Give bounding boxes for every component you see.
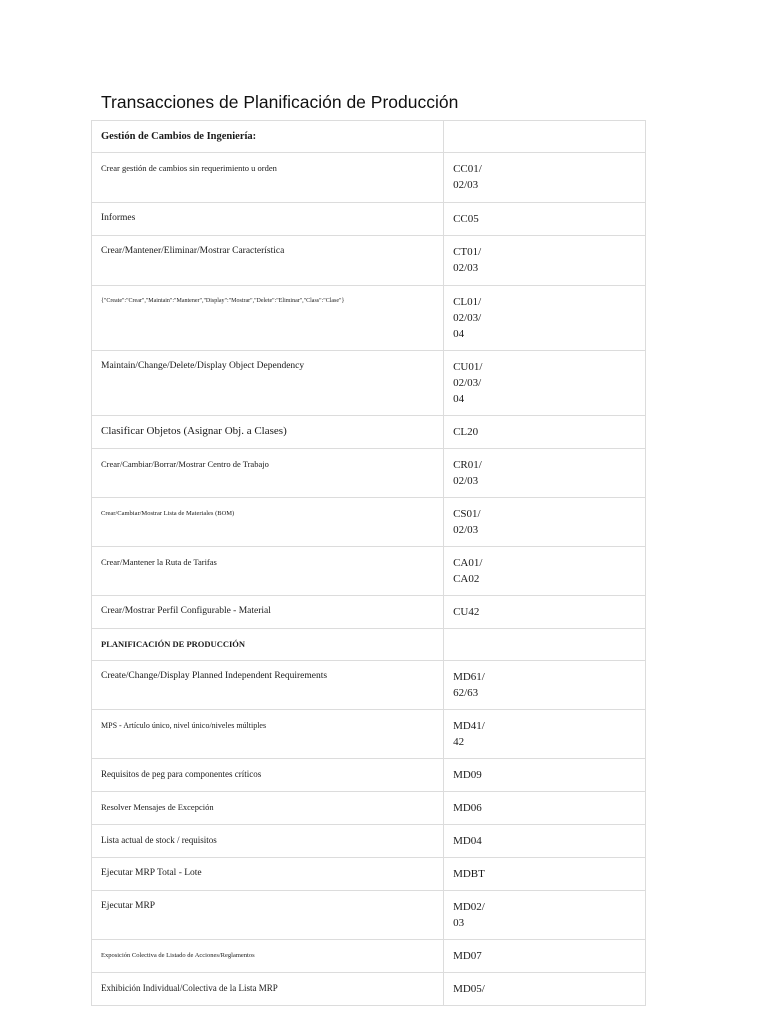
transaction-code: MD05/: [453, 983, 485, 995]
transaction-description: Crear/Mantener la Ruta de Tarifas: [101, 557, 217, 567]
description-cell: [92, 236, 444, 286]
code-cell: [444, 629, 646, 661]
table-row: [92, 759, 646, 792]
transaction-description: Maintain/Change/Delete/Display Object Dependency: [101, 361, 305, 371]
table-row: [92, 825, 646, 858]
description-cell: [92, 891, 444, 940]
transaction-description: Crear/Mantener/Eliminar/Mostrar Característica: [101, 246, 285, 256]
transaction-code: MD41/ 42: [453, 720, 485, 748]
transaction-code: CS01/ 02/03: [453, 508, 481, 536]
description-cell: [92, 498, 444, 547]
description-cell: [92, 710, 444, 759]
code-cell: [444, 792, 646, 825]
description-cell: [92, 973, 444, 1006]
code-cell: [444, 973, 646, 1006]
table-row: [92, 153, 646, 203]
table-row: [92, 416, 646, 449]
code-cell: [444, 891, 646, 940]
code-cell: [444, 825, 646, 858]
description-cell: [92, 153, 444, 203]
transaction-code: MDBT: [453, 868, 485, 880]
transaction-code: MD61/ 62/63: [453, 671, 485, 699]
transaction-code: [444, 629, 645, 645]
code-cell: [444, 759, 646, 792]
transaction-description: {"Create":"Crear","Maintain":"Mantener","Display":"Mostrar","Delete":"Eliminar","Class":"Clase"}: [101, 298, 345, 304]
table-row: [92, 351, 646, 416]
transaction-code: CL01/ 02/03/ 04: [453, 296, 482, 340]
code-cell: [444, 596, 646, 629]
table-row: [92, 547, 646, 596]
description-cell: [92, 661, 444, 710]
table-row: [92, 449, 646, 498]
transaction-code: CU01/ 02/03/ 04: [453, 361, 483, 405]
code-cell: [444, 286, 646, 351]
code-cell: [444, 710, 646, 759]
code-cell: [444, 153, 646, 203]
transaction-description: Crear/Cambiar/Mostrar Lista de Materiales (BOM): [101, 510, 235, 517]
description-cell: [92, 121, 444, 153]
description-cell: [92, 286, 444, 351]
table-row: [92, 236, 646, 286]
table-row: [92, 940, 646, 973]
description-cell: [92, 629, 444, 661]
transaction-code: [444, 121, 645, 137]
transaction-description: Crear gestión de cambios sin requerimiento u orden: [101, 163, 277, 173]
code-cell: [444, 449, 646, 498]
description-cell: [92, 759, 444, 792]
code-cell: [444, 416, 646, 449]
transaction-code: MD09: [453, 769, 482, 781]
transaction-description: Crear/Mostrar Perfil Configurable - Material: [101, 606, 271, 616]
transaction-code: CT01/ 02/03: [453, 246, 482, 274]
table-row: [92, 286, 646, 351]
table-row: [92, 891, 646, 940]
table-row: [92, 710, 646, 759]
code-cell: [444, 858, 646, 891]
transaction-code: CC05: [453, 213, 479, 225]
table-row: [92, 203, 646, 236]
transaction-description: Clasificar Objetos (Asignar Obj. a Clases): [101, 425, 287, 437]
transaction-code: CU42: [453, 606, 480, 618]
code-cell: [444, 236, 646, 286]
description-cell: [92, 449, 444, 498]
section-heading: Gestión de Cambios de Ingeniería:: [101, 131, 257, 142]
transaction-code: MD02/ 03: [453, 901, 485, 929]
transaction-code: CC01/ 02/03: [453, 163, 482, 191]
transaction-code: CL20: [453, 426, 479, 438]
page-title: Transacciones de Planificación de Producción: [101, 92, 459, 112]
table-row: [92, 661, 646, 710]
transaction-description: Lista actual de stock / requisitos: [101, 835, 217, 845]
transaction-code: CR01/ 02/03: [453, 459, 482, 487]
description-cell: [92, 547, 444, 596]
table-row: [92, 498, 646, 547]
table-row-section-header: [92, 121, 646, 153]
table-row: [92, 858, 646, 891]
table-row: [92, 792, 646, 825]
code-cell: [444, 121, 646, 153]
transaction-description: Ejecutar MRP: [101, 901, 156, 911]
transaction-description: Exposición Colectiva de Listado de Acciones/Reglamentos: [101, 952, 255, 959]
transaction-code: MD07: [453, 950, 482, 962]
transaction-description: Ejecutar MRP Total - Lote: [101, 868, 202, 878]
transaction-code: MD04: [453, 835, 482, 847]
description-cell: [92, 825, 444, 858]
code-cell: [444, 940, 646, 973]
table-row: [92, 973, 646, 1006]
transaction-description: Create/Change/Display Planned Independent Requirements: [101, 671, 328, 681]
description-cell: [92, 940, 444, 973]
section-heading: PLANIFICACIÓN DE PRODUCCIÓN: [101, 639, 246, 649]
description-cell: [92, 858, 444, 891]
transaction-code: MD06: [453, 802, 482, 814]
description-cell: [92, 203, 444, 236]
transaction-description: Resolver Mensajes de Excepción: [101, 802, 214, 812]
code-cell: [444, 351, 646, 416]
code-cell: [444, 498, 646, 547]
description-cell: [92, 596, 444, 629]
transaction-description: Exhibición Individual/Colectiva de la Lista MRP: [101, 983, 278, 993]
code-cell: [444, 547, 646, 596]
code-cell: [444, 661, 646, 710]
description-cell: [92, 351, 444, 416]
transaction-code: CA01/ CA02: [453, 557, 483, 585]
transaction-description: MPS - Artículo único, nivel único/niveles múltiples: [101, 721, 267, 730]
transaction-description: Requisitos de peg para componentes críticos: [101, 769, 262, 779]
description-cell: [92, 792, 444, 825]
table-row: [92, 596, 646, 629]
transaction-description: Informes: [101, 213, 136, 223]
table-row-section-header: [92, 629, 646, 661]
code-cell: [444, 203, 646, 236]
description-cell: [92, 416, 444, 449]
transactions-table: [91, 120, 646, 1006]
transaction-description: Crear/Cambiar/Borrar/Mostrar Centro de Trabajo: [101, 459, 269, 469]
